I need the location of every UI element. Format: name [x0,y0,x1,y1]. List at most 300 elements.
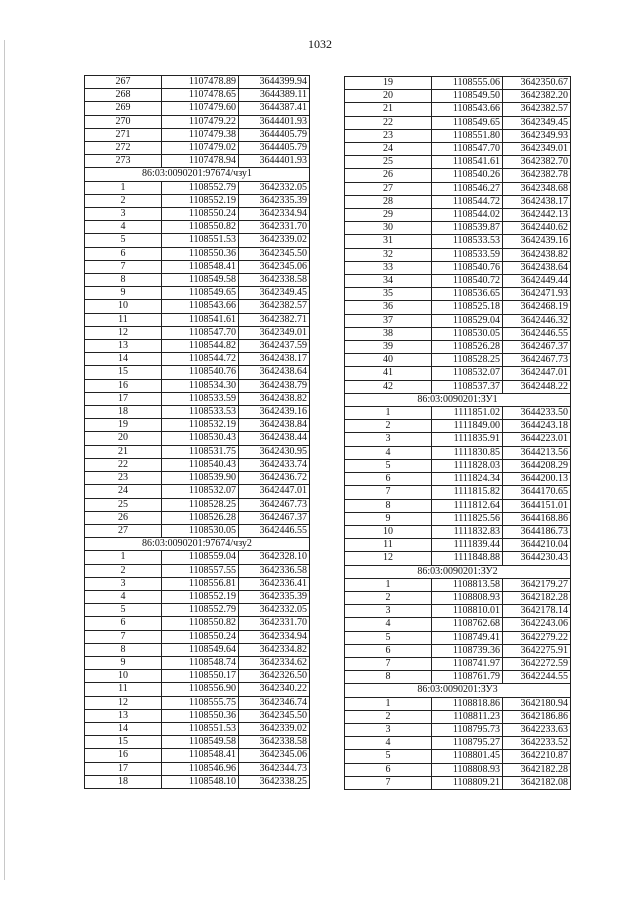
parcel-id: 86:03:0090201:ЗУ1 [345,393,571,406]
point-number: 4 [345,737,432,750]
y-coordinate: 3642334.94 [239,630,310,643]
y-coordinate: 3642449.44 [503,275,571,288]
y-coordinate: 3642331.70 [239,221,310,234]
x-coordinate: 1108808.93 [432,591,503,604]
x-coordinate: 1108544.82 [162,340,239,353]
x-coordinate: 1111830.85 [432,446,503,459]
y-coordinate: 3642467.37 [503,341,571,354]
table-row [85,366,310,379]
point-number: 22 [85,458,162,471]
point-number: 5 [345,459,432,472]
x-coordinate: 1111812.64 [432,499,503,512]
point-number: 10 [345,525,432,538]
table-row [345,222,571,235]
table-row [85,181,310,194]
y-coordinate: 3642349.45 [239,287,310,300]
table-row [345,182,571,195]
point-number: 9 [85,656,162,669]
point-number: 42 [345,380,432,393]
y-coordinate: 3642243.06 [503,618,571,631]
y-coordinate: 3644186.73 [503,525,571,538]
y-coordinate: 3642334.62 [239,656,310,669]
y-coordinate: 3642440.62 [503,222,571,235]
table-row [85,498,310,511]
x-coordinate: 1108531.75 [162,445,239,458]
table-row [345,776,571,789]
x-coordinate: 1108530.05 [432,327,503,340]
y-coordinate: 3642275.91 [503,644,571,657]
point-number: 25 [85,498,162,511]
point-number: 27 [85,524,162,537]
point-number: 2 [85,194,162,207]
table-row [85,340,310,353]
table-row [345,156,571,169]
point-number: 3 [85,208,162,221]
point-number: 268 [85,89,162,102]
x-coordinate: 1108761.79 [432,671,503,684]
x-coordinate: 1111835.91 [432,433,503,446]
x-coordinate: 1108525.18 [432,301,503,314]
table-row [85,722,310,735]
x-coordinate: 1108548.41 [162,260,239,273]
x-coordinate: 1108551.53 [162,722,239,735]
table-row [345,327,571,340]
y-coordinate: 3642332.05 [239,181,310,194]
x-coordinate: 1108544.72 [432,195,503,208]
x-coordinate: 1108551.80 [432,129,503,142]
point-number: 270 [85,115,162,128]
table-row [345,103,571,116]
table-row [345,367,571,380]
point-number: 8 [85,643,162,656]
table-row [345,354,571,367]
y-coordinate: 3642467.37 [239,511,310,524]
y-coordinate: 3644208.29 [503,459,571,472]
point-number: 2 [345,591,432,604]
point-number: 3 [85,577,162,590]
point-number: 1 [345,407,432,420]
y-coordinate: 3642350.67 [503,77,571,90]
y-coordinate: 3642438.64 [503,261,571,274]
point-number: 15 [85,736,162,749]
point-number: 6 [85,617,162,630]
x-coordinate: 1111828.03 [432,459,503,472]
y-coordinate: 3642182.28 [503,591,571,604]
table-row [345,539,571,552]
x-coordinate: 1108809.21 [432,776,503,789]
point-number: 7 [345,776,432,789]
point-number: 267 [85,76,162,89]
y-coordinate: 3642336.58 [239,564,310,577]
point-number: 5 [85,234,162,247]
table-row [85,142,310,155]
parcel-header-row [85,168,310,181]
x-coordinate: 1108795.27 [432,737,503,750]
point-number: 36 [345,301,432,314]
table-row [85,274,310,287]
x-coordinate: 1107479.60 [162,102,239,115]
y-coordinate: 3642471.93 [503,288,571,301]
y-coordinate: 3642382.78 [503,169,571,182]
y-coordinate: 3642345.06 [239,260,310,273]
x-coordinate: 1108801.45 [432,750,503,763]
y-coordinate: 3644200.13 [503,473,571,486]
y-coordinate: 3642338.58 [239,274,310,287]
table-row [345,512,571,525]
y-coordinate: 3644168.86 [503,512,571,525]
point-number: 20 [345,90,432,103]
x-coordinate: 1108548.41 [162,749,239,762]
table-row [345,723,571,736]
y-coordinate: 3642279.22 [503,631,571,644]
parcel-id: 86:03:0090201:97674/чзу2 [85,538,310,551]
x-coordinate: 1108526.28 [432,341,503,354]
y-coordinate: 3642446.32 [503,314,571,327]
table-row [85,736,310,749]
point-number: 5 [345,750,432,763]
table-row [85,630,310,643]
x-coordinate: 1111825.56 [432,512,503,525]
point-number: 21 [345,103,432,116]
point-number: 14 [85,722,162,735]
table-row [85,445,310,458]
y-coordinate: 3642334.82 [239,643,310,656]
y-coordinate: 3642439.16 [239,406,310,419]
x-coordinate: 1108532.07 [162,485,239,498]
point-number: 2 [85,564,162,577]
table-row [85,577,310,590]
x-coordinate: 1108540.76 [162,366,239,379]
table-row [345,525,571,538]
x-coordinate: 1108552.79 [162,181,239,194]
table-row [85,749,310,762]
x-coordinate: 1108548.74 [162,656,239,669]
point-number: 28 [345,195,432,208]
y-coordinate: 3642338.25 [239,775,310,788]
y-coordinate: 3642345.50 [239,247,310,260]
table-row [345,631,571,644]
x-coordinate: 1108551.53 [162,234,239,247]
x-coordinate: 1108528.25 [432,354,503,367]
y-coordinate: 3642328.10 [239,551,310,564]
x-coordinate: 1108539.87 [432,222,503,235]
y-coordinate: 3642346.74 [239,696,310,709]
table-row [85,564,310,577]
x-coordinate: 1108546.96 [162,762,239,775]
table-row [85,379,310,392]
y-coordinate: 3644401.93 [239,115,310,128]
point-number: 7 [345,657,432,670]
x-coordinate: 1108550.82 [162,617,239,630]
table-row [85,155,310,168]
x-coordinate: 1111824.34 [432,473,503,486]
x-coordinate: 1108541.61 [162,313,239,326]
table-row [85,670,310,683]
table-row [345,129,571,142]
table-row [85,709,310,722]
x-coordinate: 1108544.72 [162,353,239,366]
x-coordinate: 1108549.65 [432,116,503,129]
x-coordinate: 1111839.44 [432,539,503,552]
point-number: 271 [85,128,162,141]
point-number: 2 [345,710,432,723]
x-coordinate: 1108813.58 [432,578,503,591]
point-number: 13 [85,709,162,722]
y-coordinate: 3644387.41 [239,102,310,115]
table-row [85,208,310,221]
table-row [345,473,571,486]
y-coordinate: 3642436.72 [239,472,310,485]
x-coordinate: 1108555.06 [432,77,503,90]
y-coordinate: 3642339.02 [239,234,310,247]
x-coordinate: 1108741.97 [432,657,503,670]
x-coordinate: 1108543.66 [432,103,503,116]
table-row [345,275,571,288]
x-coordinate: 1108810.01 [432,605,503,618]
x-coordinate: 1108540.26 [432,169,503,182]
table-row [85,485,310,498]
parcel-header-row [345,393,571,406]
point-number: 30 [345,222,432,235]
x-coordinate: 1107479.38 [162,128,239,141]
y-coordinate: 3642468.19 [503,301,571,314]
x-coordinate: 1108749.41 [432,631,503,644]
y-coordinate: 3644170.65 [503,486,571,499]
point-number: 10 [85,300,162,313]
point-number: 6 [345,473,432,486]
y-coordinate: 3642382.20 [503,90,571,103]
point-number: 7 [345,486,432,499]
y-coordinate: 3642336.41 [239,577,310,590]
point-number: 38 [345,327,432,340]
y-coordinate: 3642438.82 [503,248,571,261]
x-coordinate: 1108795.73 [432,723,503,736]
y-coordinate: 3642349.01 [239,326,310,339]
table-row [85,643,310,656]
point-number: 31 [345,235,432,248]
table-row [85,326,310,339]
y-coordinate: 3642186.86 [503,710,571,723]
x-coordinate: 1108530.43 [162,432,239,445]
table-row [345,169,571,182]
x-coordinate: 1108811.23 [432,710,503,723]
point-number: 24 [345,143,432,156]
point-number: 13 [85,340,162,353]
table-row [85,775,310,788]
y-coordinate: 3642349.45 [503,116,571,129]
table-row [345,671,571,684]
point-number: 14 [85,353,162,366]
table-row [345,116,571,129]
x-coordinate: 1108808.93 [432,763,503,776]
page-number: 1032 [308,37,332,51]
y-coordinate: 3642438.64 [239,366,310,379]
table-row [345,618,571,631]
x-coordinate: 1108546.27 [432,182,503,195]
table-row [345,578,571,591]
point-number: 8 [85,274,162,287]
table-row [85,102,310,115]
x-coordinate: 1108549.65 [162,287,239,300]
point-number: 32 [345,248,432,261]
parcel-id: 86:03:0090201:97674/чзу1 [85,168,310,181]
y-coordinate: 3642433.74 [239,458,310,471]
y-coordinate: 3642338.58 [239,736,310,749]
point-number: 2 [345,420,432,433]
x-coordinate: 1108549.50 [432,90,503,103]
x-coordinate: 1108540.43 [162,458,239,471]
table-row [345,195,571,208]
x-coordinate: 1108739.36 [432,644,503,657]
x-coordinate: 1108544.02 [432,209,503,222]
y-coordinate: 3642349.01 [503,143,571,156]
x-coordinate: 1107478.94 [162,155,239,168]
x-coordinate: 1108533.53 [162,406,239,419]
y-coordinate: 3642331.70 [239,617,310,630]
y-coordinate: 3644243.18 [503,420,571,433]
y-coordinate: 3642439.16 [503,235,571,248]
x-coordinate: 1108556.81 [162,577,239,590]
x-coordinate: 1108550.24 [162,630,239,643]
y-coordinate: 3644210.04 [503,539,571,552]
point-number: 12 [345,552,432,565]
point-number: 26 [345,169,432,182]
table-row [345,697,571,710]
point-number: 18 [85,775,162,788]
point-number: 11 [345,539,432,552]
y-coordinate: 3644233.50 [503,407,571,420]
point-number: 6 [345,763,432,776]
x-coordinate: 1108552.79 [162,604,239,617]
point-number: 17 [85,762,162,775]
x-coordinate: 1108530.05 [162,524,239,537]
table-row [85,511,310,524]
y-coordinate: 3642345.50 [239,709,310,722]
x-coordinate: 1108533.59 [162,392,239,405]
x-coordinate: 1108528.25 [162,498,239,511]
y-coordinate: 3642340.22 [239,683,310,696]
x-coordinate: 1108534.30 [162,379,239,392]
x-coordinate: 1108556.90 [162,683,239,696]
y-coordinate: 3644405.79 [239,128,310,141]
table-row [345,261,571,274]
y-coordinate: 3642344.73 [239,762,310,775]
point-number: 37 [345,314,432,327]
x-coordinate: 1107478.65 [162,89,239,102]
y-coordinate: 3642334.94 [239,208,310,221]
scan-edge-line [4,40,5,880]
y-coordinate: 3642233.63 [503,723,571,736]
point-number: 1 [85,181,162,194]
point-number: 20 [85,432,162,445]
table-row [85,683,310,696]
point-number: 24 [85,485,162,498]
x-coordinate: 1108550.36 [162,247,239,260]
left-coordinates-table [84,75,310,789]
point-number: 3 [345,723,432,736]
right-coordinates-table [344,76,571,790]
y-coordinate: 3642335.39 [239,590,310,603]
y-coordinate: 3642339.02 [239,722,310,735]
point-number: 18 [85,406,162,419]
y-coordinate: 3642178.14 [503,605,571,618]
x-coordinate: 1108526.28 [162,511,239,524]
x-coordinate: 1108549.64 [162,643,239,656]
point-number: 5 [85,604,162,617]
x-coordinate: 1108818.86 [432,697,503,710]
table-row [85,115,310,128]
table-row [345,605,571,618]
x-coordinate: 1107479.22 [162,115,239,128]
table-row [345,380,571,393]
table-row [345,459,571,472]
table-row [85,604,310,617]
point-number: 7 [85,630,162,643]
y-coordinate: 3642438.44 [239,432,310,445]
y-coordinate: 3642382.71 [239,313,310,326]
table-row [345,77,571,90]
point-number: 1 [85,551,162,564]
y-coordinate: 3642438.84 [239,419,310,432]
point-number: 16 [85,749,162,762]
y-coordinate: 3642467.73 [239,498,310,511]
table-row [345,341,571,354]
point-number: 17 [85,392,162,405]
point-number: 39 [345,341,432,354]
point-number: 35 [345,288,432,301]
table-row [85,458,310,471]
parcel-id: 86:03:0090201:ЗУ3 [345,684,571,697]
point-number: 4 [345,618,432,631]
point-number: 27 [345,182,432,195]
table-row [345,710,571,723]
x-coordinate: 1108548.10 [162,775,239,788]
point-number: 4 [85,221,162,234]
x-coordinate: 1108532.19 [162,419,239,432]
table-row [85,419,310,432]
table-row [85,551,310,564]
point-number: 6 [85,247,162,260]
point-number: 15 [85,366,162,379]
point-number: 3 [345,433,432,446]
y-coordinate: 3642233.52 [503,737,571,750]
x-coordinate: 1108550.24 [162,208,239,221]
x-coordinate: 1108547.70 [432,143,503,156]
x-coordinate: 1108533.53 [432,235,503,248]
table-row [85,221,310,234]
y-coordinate: 3642210.87 [503,750,571,763]
parcel-header-row [85,538,310,551]
x-coordinate: 1108549.58 [162,274,239,287]
x-coordinate: 1108539.90 [162,472,239,485]
table-row [345,737,571,750]
x-coordinate: 1108549.58 [162,736,239,749]
x-coordinate: 1108537.37 [432,380,503,393]
table-row [85,696,310,709]
y-coordinate: 3642182.28 [503,763,571,776]
table-row [345,407,571,420]
y-coordinate: 3642446.55 [503,327,571,340]
y-coordinate: 3644230.43 [503,552,571,565]
y-coordinate: 3644401.93 [239,155,310,168]
point-number: 21 [85,445,162,458]
table-row [345,446,571,459]
table-row [345,657,571,670]
table-row [345,90,571,103]
table-row [85,76,310,89]
y-coordinate: 3642244.55 [503,671,571,684]
table-row [85,260,310,273]
